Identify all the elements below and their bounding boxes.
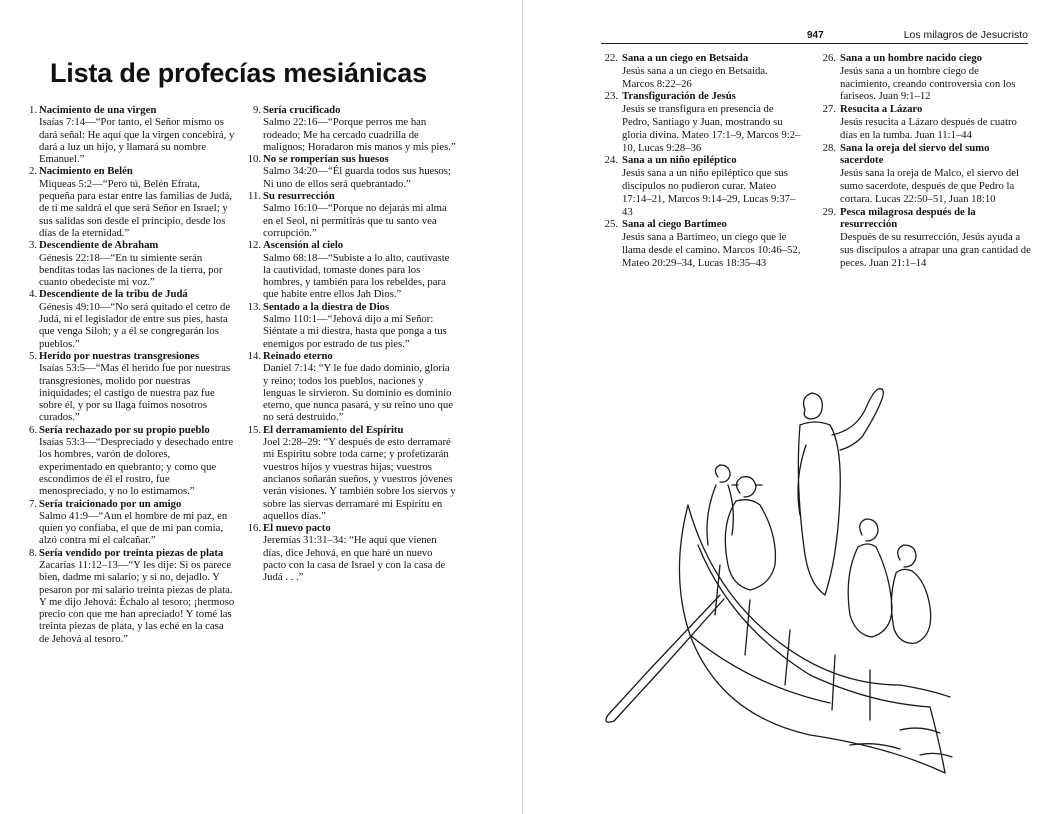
running-head: Los milagros de Jesucristo [903,29,1028,41]
list-item: 14. Reinado eterno Daniel 7:14: “Y le fue dado dominio, gloria y reino; todos los pueblos, naciones y lenguas le sirvieron. Su dominio es dominio eterno, que nunca pasará, y su reino uno que no será destruido.” [247,349,453,424]
list-item: 16. El nuevo pacto Jeremías 31:31–34: “He aquí que vienen días, dice Jehová, en que haré un nuevo pacto con la casa de Israel y con la casa de Judá . . .” [247,522,446,584]
list-item: 15. El derramamiento del Espíritu Joel 2:28–29: “Y después de esto derramaré mi Espíritu sobre toda carne; y profetizarán vuestros hijos y vuestras hijas; vuestros ancianos soñarán sueños, y vuestros jóvenes verán visiones. Y también sobre los siervos y sobre las siervas derramaré mi Espíritu en aquellos días.” [247,423,456,522]
miracles-column-2 [819,52,1031,270]
list-item: 29. Pesca milagrosa después de la resurrección Después de su resurrección, Jesús ayuda a sus discípulos a atrapar una gran cantidad de peces. Juan 21:1–14 [822,205,1031,269]
list-item: 25. Sana al ciego Bartimeo Jesús sana a Bartimeo, un ciego que le llama desde el camino. Marcos 10:46–52, Mateo 20:29–34, Lucas 18:35–43 [604,218,801,269]
list-item: 8. Sería vendido por treinta piezas de plata Zacarías 11:12–13—“Y les dije: Si os parece bien, dadme mi salario; y si no, dejadlo. Y pesaron por mi salario treinta piezas de plata. Y me dijo Jehová: Échalo al tesoro; ¡hermoso precio con que me han apreciado! Y tomé las treinta piezas de plata, y las eché en la casa de Jehová al tesoro.” [28,546,235,645]
standing-figure [798,389,883,595]
list-item: 22. Sana a un ciego en Betsaida Jesús sana a un ciego en Betsaida. Marcos 8:22–26 [604,52,768,90]
list-item: 23. Transfiguración de Jesús Jesús se transfigura en presencia de Pedro, Santiago y Juan, mostrando su gloria divina. Mateo 17:1–9, Marcos 9:2–10, Lucas 9:28–36 [604,90,801,154]
page-gutter [522,0,523,814]
list-item: 5. Herido por nuestras transgresiones Isaías 53:5—“Mas él herido fue por nuestras transgresiones, molido por nuestras iniquidades; el castigo de nuestra paz fue sobre él, y por su llaga fuimos nosotros curados.” [28,349,231,424]
oar [606,595,724,722]
list-item: 27. Resucita a Lázaro Jesús resucita a Lázaro después de cuatro días en la tumba. Juan 11:1–44 [822,103,1017,141]
left-page [0,0,523,814]
list-item: 9. Sería crucificado Salmo 22:16—“Porque perros me han rodeado; Me ha cercado cuadrilla de malignos; Horadaron mis manos y mis pies.” [252,104,456,153]
list-item: 12. Ascensión al cielo Salmo 68:18—“Subiste a lo alto, cautivaste la cautividad, tomaste dones para los hombres, y también para los rebeldes, para que habite entre ellos Jah Dios.” [247,239,450,301]
boat-illustration [600,385,960,780]
list-item: 6. Sería rechazado por su propio pueblo Isaías 53:3—“Despreciado y desechado entre los hombres, varón de dolores, experimentado en quebranto; y como que escondimos de él el rostro, fue menospreciado, y no lo estimamos.” [28,423,234,498]
boat-ribs [715,565,870,720]
header-rule [601,43,1028,44]
list-item: 13. Sentado a la diestra de Dios Salmo 110:1—“Jehová dijo a mi Señor: Siéntate a mi diestra, hasta que ponga a tus enemigos por estrado de tus pies.” [247,300,447,350]
list-item: 3. Descendiente de Abraham Génesis 22:18—“En tu simiente serán benditas todas las naciones de la tierra, por cuanto obedeciste mi voz.” [28,239,223,289]
list-item: 26. Sana a un hombre nacido ciego Jesús sana a un hombre ciego de nacimiento, creando controversia con los fariseos. Juan 9:1–12 [822,52,1016,103]
page-number: 947 [807,30,824,41]
list-item: 2. Nacimiento en Belén Miqueas 5:2—“Pero tú, Belén Efrata, pequeña para estar entre las familias de Judá, de ti me saldrá el que será Señor en Israel; y sus salidas son desde el principio, desde los días de la eternidad.” [28,165,232,239]
rower-figures [848,519,931,643]
list-item: 7. Sería traicionado por un amigo Salmo 41:9—“Aun el hombre de mi paz, en quien yo confiaba, el que de mi pan comía, alzó contra mí el calcañar.” [28,497,228,547]
list-item: 24. Sana a un niño epiléptico Jesús sana a un niño epiléptico que sus discípulos no pudieron curar. Mateo 17:14–21, Marcos 9:14–29, Lucas 9:37–43 [604,154,796,218]
list-item: 11. Su resurrección Salmo 16:10—“Porque no dejarás mi alma en el Seol, ni permitirás que tu santo vea corrupción.” [248,190,447,239]
prophecy-column-2 [247,104,457,584]
prophecy-column-1 [23,104,235,645]
water-lines [850,728,952,757]
bow-figure [707,465,733,545]
list-item: 28. Sana la oreja del siervo del sumo sacerdote Jesús sana la oreja de Malco, el siervo del sumo sacerdote, después de que Pedro la cortara. Lucas 22:50–51, Juan 18:10 [822,141,1019,205]
page-title: Lista de profecías mesiánicas [50,58,427,88]
list-item: 10. No se romperían sus huesos Salmo 34:20—“Él guarda todos sus huesos; Ni uno de ellos será quebrantado.” [247,153,451,190]
list-item: 1. Nacimiento de una virgen Isaías 7:14—“Por tanto, el Señor mismo os dará señal: He aquí que la virgen concebirá, y dará a luz un hijo, y llamará su nombre Emanuel.” [28,104,235,166]
list-item: 4. Descendiente de la tribu de Judá Génesis 49:10—“No será quitado el cetro de Judá, ni el legislador de entre sus pies, hasta que venga Siloh; y a él se congregarán los pueblos.” [28,288,231,350]
miracles-column-1 [601,52,801,270]
